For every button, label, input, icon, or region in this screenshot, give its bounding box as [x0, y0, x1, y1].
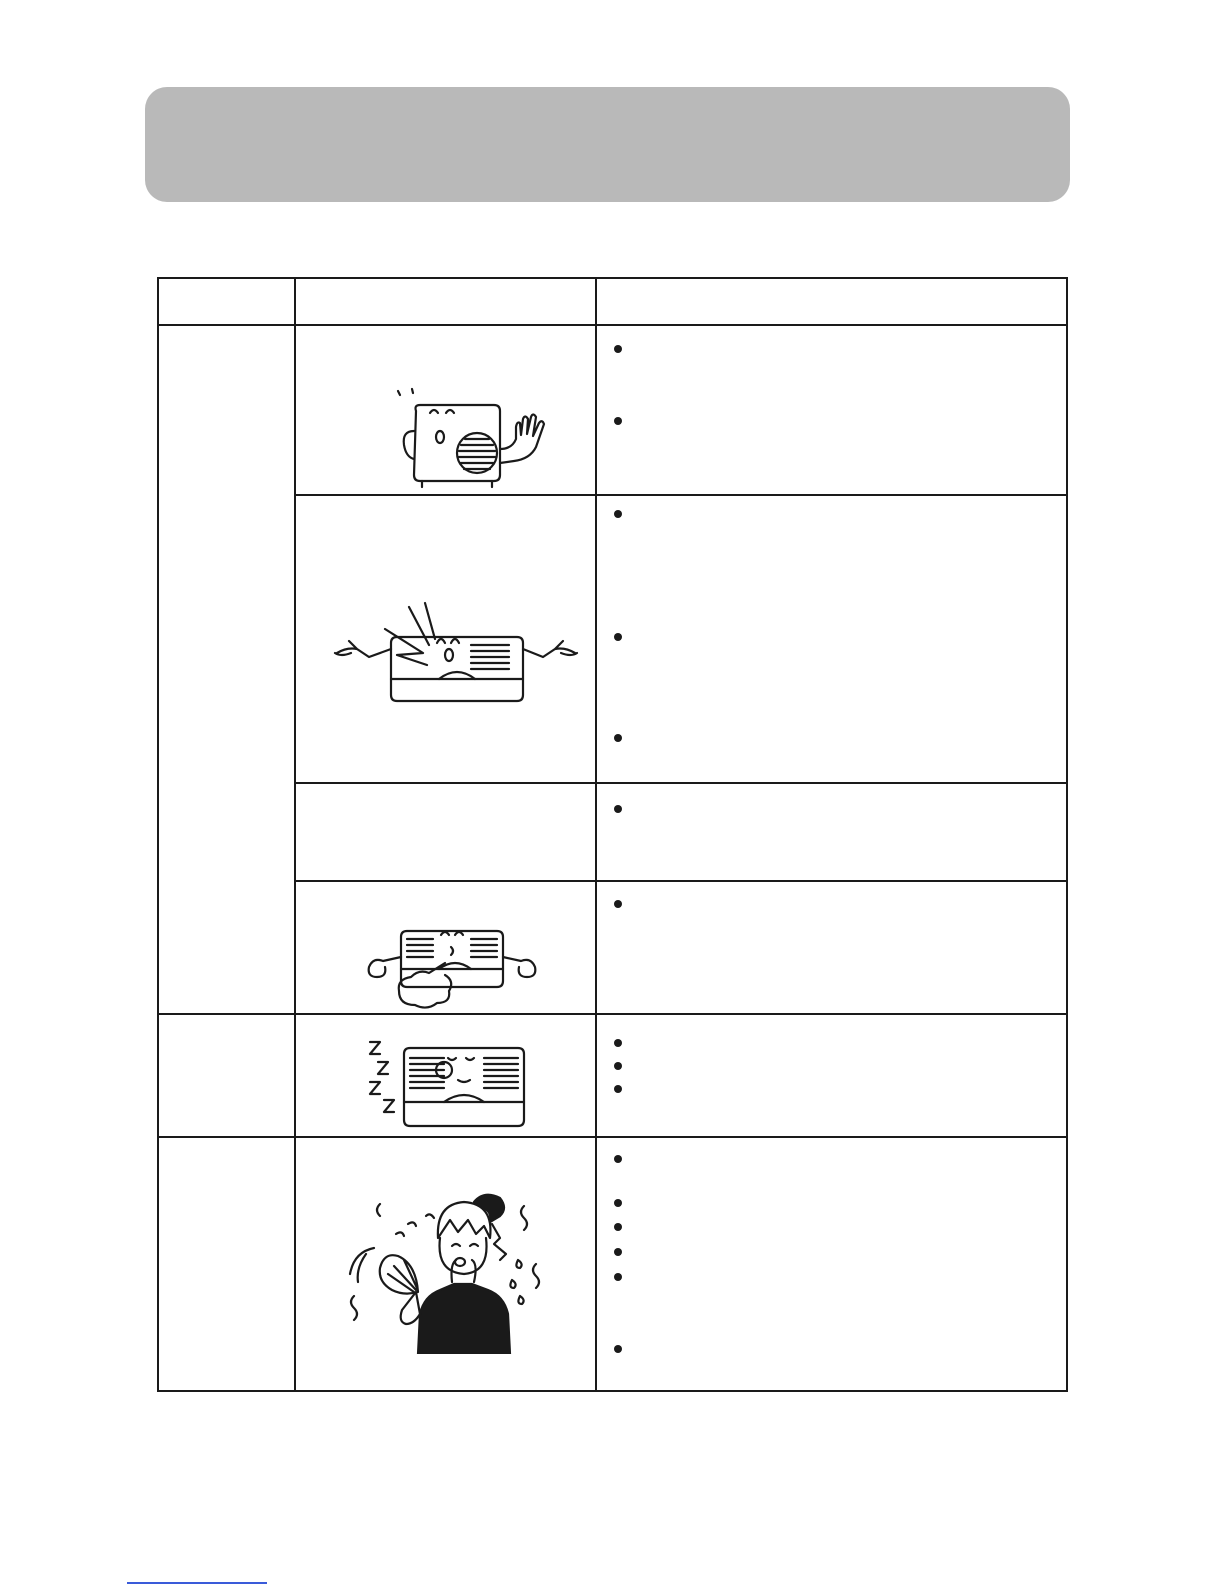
bullet	[614, 1199, 622, 1207]
page-link-underline[interactable]	[127, 1582, 267, 1584]
row-divider	[296, 782, 1066, 784]
bullet	[614, 345, 622, 353]
bullet	[614, 1039, 622, 1047]
bullet	[614, 1248, 622, 1256]
header-banner	[145, 87, 1070, 202]
unit-exhaling-smell-icon	[359, 917, 549, 1013]
bullet	[614, 417, 622, 425]
header-illustration	[296, 279, 596, 325]
bullet	[614, 734, 622, 742]
bullet	[614, 1062, 622, 1070]
bullet	[614, 1345, 622, 1353]
bullet	[614, 633, 622, 641]
bullet	[614, 1273, 622, 1281]
unit-making-noise-icon	[329, 599, 579, 709]
column-divider	[294, 279, 296, 1390]
hot-person-with-fan-icon	[344, 1164, 564, 1354]
column-divider	[595, 279, 597, 1390]
row-divider	[296, 880, 1066, 882]
troubleshooting-table	[157, 277, 1068, 1392]
bullet	[614, 805, 622, 813]
surprised-unit-raising-hand-icon	[384, 379, 564, 489]
row-divider	[296, 494, 1066, 496]
bullet	[614, 900, 622, 908]
bullet	[614, 1223, 622, 1231]
header-cause	[598, 279, 1068, 325]
bullet	[614, 1155, 622, 1163]
bullet	[614, 1085, 622, 1093]
sleeping-unit-icon	[364, 1024, 534, 1130]
bullet	[614, 510, 622, 518]
header-phenomenon	[159, 279, 294, 325]
